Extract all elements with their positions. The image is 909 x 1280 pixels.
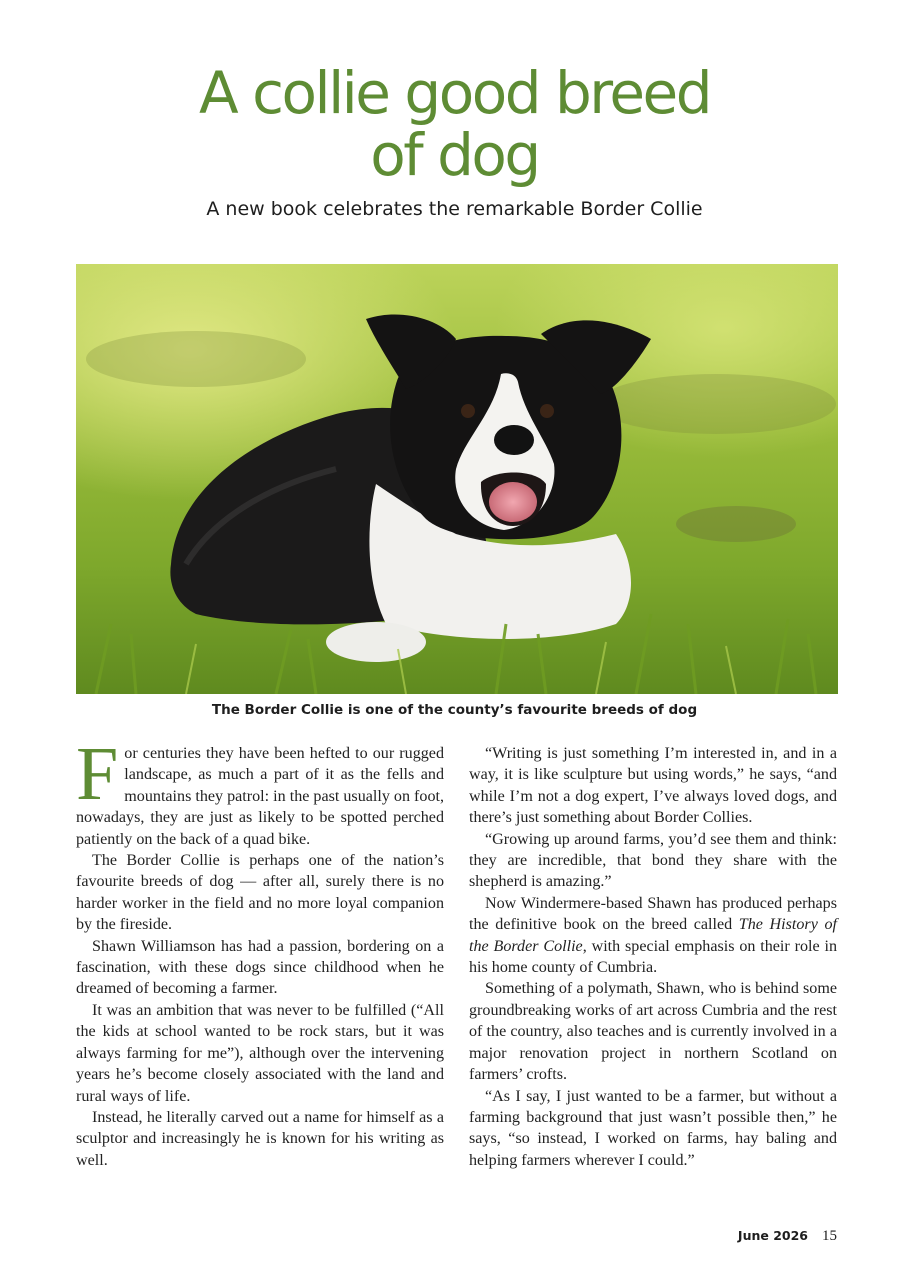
paragraph: It was an ambition that was never to be fulfilled (“All the kids at school wanted to be rock stars, but it was always farming for me”), although over the intervening years he’s become closely associated with the land and rural ways of life.	[76, 1001, 444, 1105]
page-number: 15	[822, 1228, 837, 1244]
paragraph: Instead, he literally carved out a name for himself as a sculptor and increasingly he is known for his writing as well.	[76, 1108, 444, 1169]
paragraph: “As I say, I just wanted to be a farmer, but without a farming background that just wasn’t possible then,” he says, “so instead, I worked on farms, hay baling and helping farmers wherever I could.”	[469, 1087, 837, 1169]
issue-date: June 2026	[737, 1228, 808, 1243]
headline	[0, 59, 909, 189]
article-column-left	[76, 732, 444, 1171]
headline-line-1: A collie good breed	[198, 59, 711, 127]
paragraph: “Growing up around farms, you’d see them and think: they are incredible, that bond they share with the shepherd is amazing.”	[469, 830, 837, 891]
article-column-right	[469, 743, 837, 1171]
paragraph	[469, 893, 837, 979]
standfirst: A new book celebrates the remarkable Border Collie	[206, 198, 703, 220]
paragraph: “Writing is just something I’m interested in, and in a way, it is like sculpture but using words,” he says, “and while I’m not a dog expert, I’ve always loved dogs, and there’s just something about Border Collies.	[469, 745, 837, 827]
page-folio	[738, 1228, 837, 1245]
paragraph: The Border Collie is perhaps one of the nation’s favourite breeds of dog — after all, surely there is no harder worker in the field and no more loyal companion by the fireside.	[76, 852, 444, 934]
photo-caption: The Border Collie is one of the county’s favourite breeds of dog	[211, 702, 698, 718]
drop-cap: F	[76, 732, 119, 816]
paragraph-text: , with special emphasis on their role in his home county of Cumbria.	[469, 937, 837, 977]
paragraph-text: Now Windermere-based Shawn has produced perhaps the definitive book on the breed called	[469, 894, 837, 934]
paragraph: Something of a polymath, Shawn, who is behind some groundbreaking works of art across Cumbria and the rest of the country, also teaches and is currently involved in a major renovation project in northern Scotland on farmers’ crofts.	[469, 980, 837, 1084]
headline-line-2: of dog	[370, 121, 539, 189]
book-title: The History of the Border Collie	[469, 916, 837, 955]
paragraph: Shawn Williamson has had a passion, bordering on a fascination, with these dogs since childhood when he dreamed of becoming a farmer.	[76, 937, 444, 998]
border-collie-photo	[76, 264, 838, 694]
paragraph-text: or centuries they have been hefted to our rugged landscape, as much a part of it as the fells and mountains they patrol: in the past usually on foot, nowadays, they are just as likely to be spotted perched patiently on the back of a quad bike.	[76, 745, 444, 848]
paragraph	[76, 732, 444, 850]
